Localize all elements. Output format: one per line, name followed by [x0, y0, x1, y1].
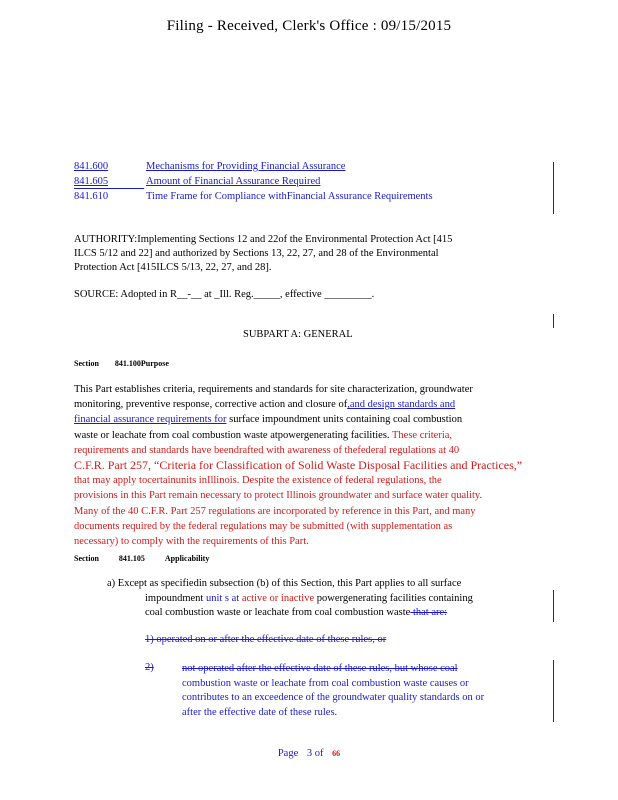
- text: waste or leachate from coal combustion waste atpowergenerating facilities.: [74, 429, 390, 441]
- item-number: 2): [145, 662, 154, 673]
- source-line: SOURCE: Adopted in R__-__ at _Ill. Reg._____, effective _________.: [74, 289, 375, 300]
- page-number: 3: [306, 748, 313, 759]
- page-total: 66: [332, 749, 341, 758]
- item-line: combustion waste or leachate from coal combustion waste causes or: [182, 677, 469, 689]
- section-label: Section: [74, 554, 99, 563]
- red-text: These criteria,: [389, 429, 453, 441]
- applicability-line: [107, 606, 473, 621]
- purpose-line: [74, 412, 522, 427]
- change-bar: [553, 314, 554, 328]
- inserted-text: unit s at: [203, 592, 240, 604]
- toc-number: 841.610: [74, 191, 109, 202]
- item-line: contributes to an exceedence of the groundwater quality standards on or: [182, 692, 485, 703]
- text: monitoring, preventive response, corrective action and closure of: [74, 399, 348, 411]
- inserted-text: financial assurance requirements for: [74, 414, 227, 426]
- red-text: active or inactive: [239, 592, 315, 604]
- text: impoundment: [145, 592, 204, 604]
- deleted-text: that are:: [410, 607, 448, 618]
- inserted-text: ,and design standards and: [347, 399, 456, 411]
- page-footer: [0, 748, 618, 759]
- purpose-line: [74, 397, 522, 412]
- purpose-line: [74, 428, 522, 443]
- purpose-line: C.F.R. Part 257, “Criteria for Classification of Solid Waste Disposal Facilities and Practices,”: [74, 458, 523, 473]
- applicability-line: [107, 592, 473, 607]
- applicability-a: [107, 577, 473, 621]
- applicability-item-1: 1) operated on or after the effective date of these rules, or: [145, 634, 387, 645]
- item-line: not operated after the effective date of these rules, but whose coal: [182, 663, 458, 674]
- authority-paragraph: [74, 233, 452, 275]
- filing-header: Filing - Received, Clerk's Office : 09/15/2015: [166, 18, 452, 34]
- text: powergenerating facilities containing: [314, 592, 473, 604]
- applicability-item-2: [182, 662, 484, 720]
- purpose-paragraph: [74, 382, 522, 549]
- purpose-line: documents required by the federal regulations may be submitted (with supplementation as: [74, 520, 453, 532]
- of-word: of: [314, 748, 324, 759]
- page-word: Page: [277, 748, 299, 759]
- toc-underline: [74, 188, 144, 189]
- authority-line: ILCS 5/12 and 22] and authorized by Sections 13, 22, 27, and 28 of the Environmental: [74, 248, 439, 259]
- text: coal combustion waste or leachate from coal combustion waste: [145, 607, 411, 618]
- purpose-line: provisions in this Part remain necessary to protect Illinois groundwater and surface water quality.: [74, 490, 483, 502]
- toc-number: 841.605: [74, 176, 109, 187]
- authority-line: Protection Act [415ILCS 5/13, 22, 27, and 28].: [74, 262, 272, 273]
- change-bar: [553, 590, 554, 622]
- section-105-heading: [74, 554, 209, 563]
- text: surface impoundment units containing coal combustion: [226, 414, 463, 426]
- applicability-line: a) Except as specifiedin subsection (b) of this Section, this Part applies to all surface: [107, 578, 462, 589]
- toc-number: 841.600: [74, 161, 109, 172]
- purpose-line: that may apply tocertainunits inIllinois. Despite the existence of federal regulations, the: [74, 475, 442, 487]
- section-number: 841.105: [118, 554, 145, 563]
- purpose-line: necessary) to comply with the requirements of this Part.: [74, 536, 309, 548]
- change-bar: [553, 162, 554, 214]
- toc-title: Mechanisms for Providing Financial Assurance: [146, 161, 346, 172]
- section-number-title: 841.100Purpose: [114, 359, 169, 368]
- section-100-heading: [74, 359, 169, 368]
- purpose-line: This Part establishes criteria, requirements and standards for site characterization, groundwater: [74, 384, 473, 395]
- purpose-line: requirements and standards have beendrafted with awareness of thefederal regulations at 40: [74, 444, 460, 456]
- applicability-item-2-number: [145, 662, 154, 673]
- section-label: Section: [74, 359, 99, 368]
- purpose-line: Many of the 40 C.F.R. Part 257 regulations are incorporated by reference in this Part, and many: [74, 505, 476, 517]
- toc-title: Amount of Financial Assurance Required: [146, 176, 321, 187]
- authority-line: AUTHORITY:Implementing Sections 12 and 22of the Environmental Protection Act [415: [74, 234, 453, 245]
- subpart-heading: SUBPART A: GENERAL: [243, 329, 353, 340]
- change-bar: [553, 660, 554, 722]
- section-title: Applicability: [164, 554, 210, 563]
- item-line: after the effective date of these rules.: [182, 706, 338, 718]
- toc-title: Time Frame for Compliance withFinancial Assurance Requirements: [146, 191, 433, 202]
